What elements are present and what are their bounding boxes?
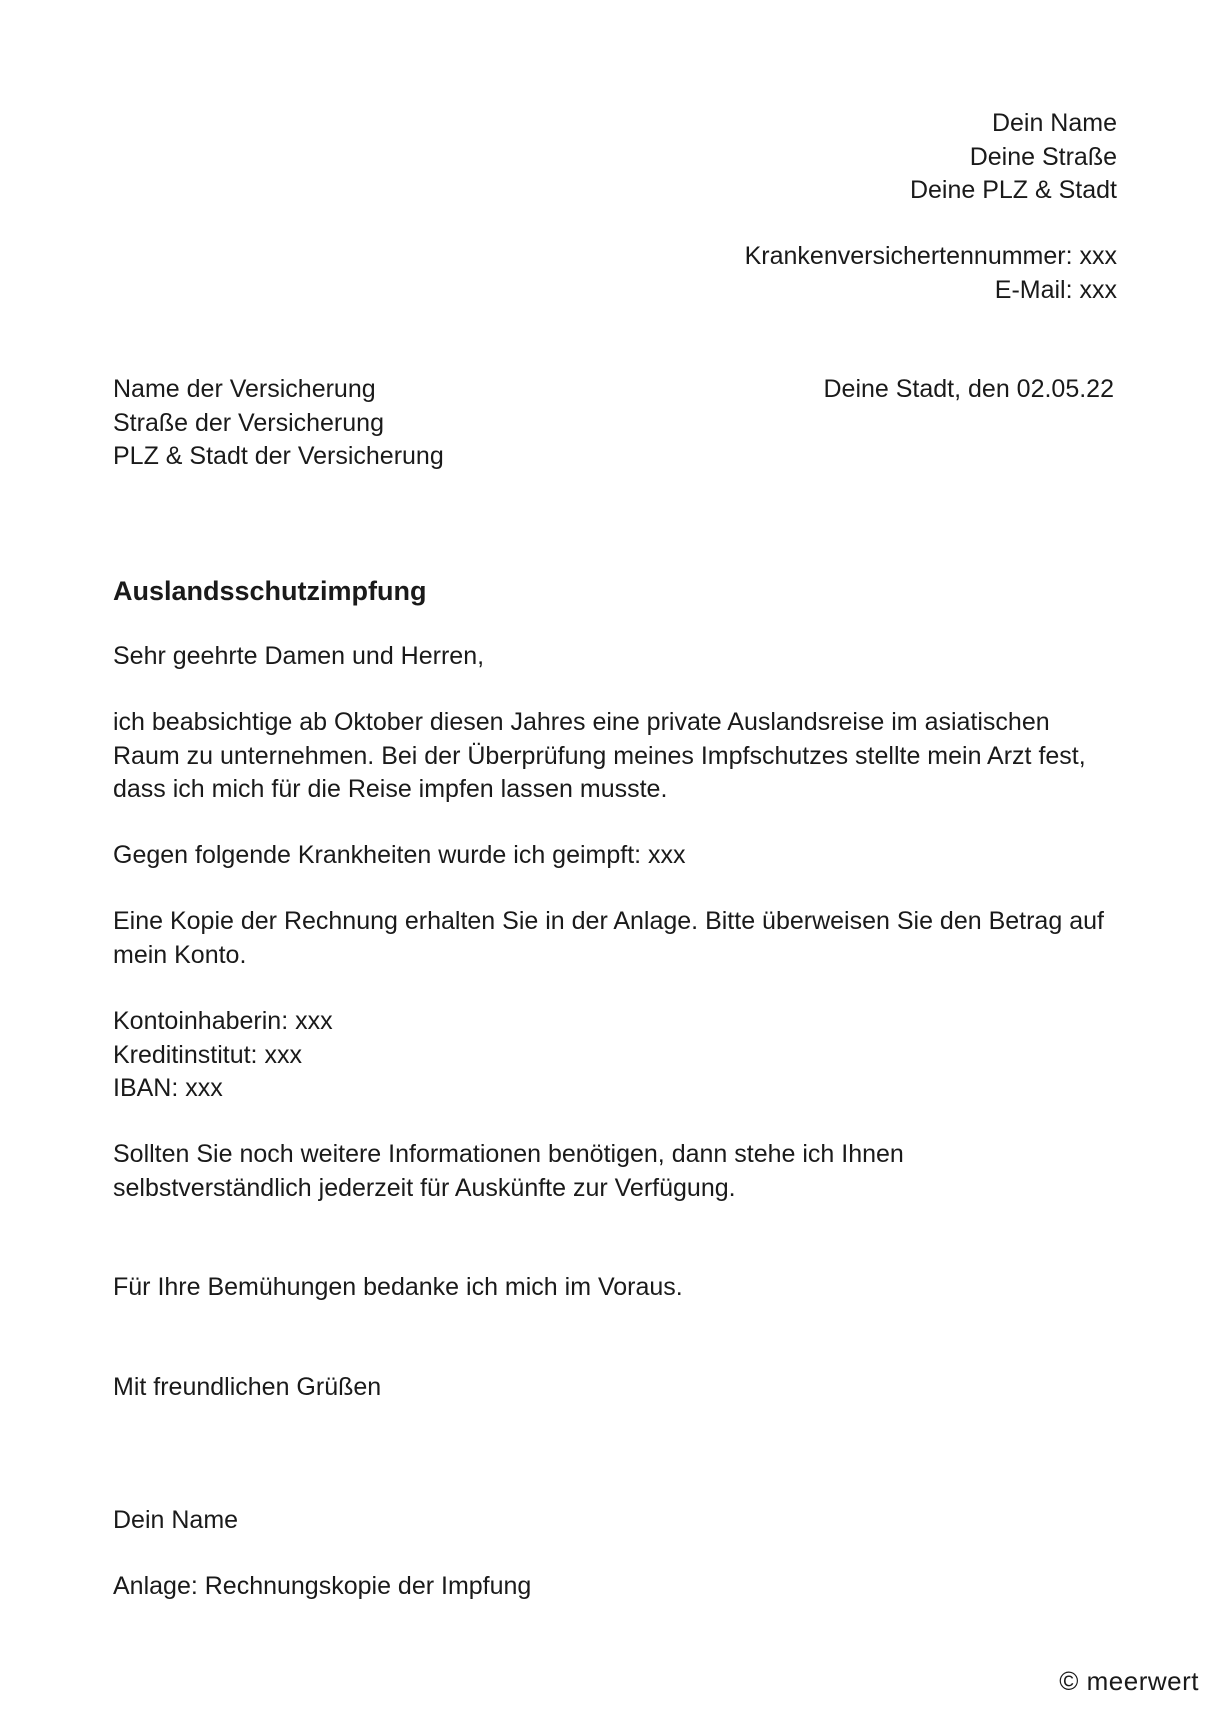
thanks-text: Für Ihre Bemühungen bedanke ich mich im Voraus. bbox=[113, 1273, 683, 1301]
paragraph-further-info bbox=[113, 1138, 1118, 1205]
sender-street: Deine Straße bbox=[969, 142, 1117, 171]
paragraph-vaccinations bbox=[113, 839, 1118, 873]
letter-date: Deine Stadt, den 02.05.22 bbox=[823, 375, 1114, 403]
sender-address bbox=[910, 107, 1117, 208]
paragraph-line: Sollten Sie noch weitere Informationen benötigen, dann stehe ich Ihnen bbox=[113, 1140, 904, 1168]
sender-city: Deine PLZ & Stadt bbox=[909, 176, 1117, 204]
paragraph-line: mein Konto. bbox=[113, 940, 247, 969]
recipient-name: Name der Versicherung bbox=[113, 375, 376, 403]
bank-institute: Kreditinstitut: xxx bbox=[113, 1040, 302, 1069]
paragraph-invoice bbox=[113, 905, 1118, 972]
letter-subject: Auslandsschutzimpfung bbox=[113, 576, 427, 606]
salutation bbox=[113, 640, 1118, 674]
enclosure-text: Anlage: Rechnungskopie der Impfung bbox=[113, 1572, 532, 1600]
sender-contact bbox=[745, 240, 1117, 307]
thanks bbox=[113, 1271, 1118, 1305]
paragraph-line: selbstverständlich jederzeit für Auskünfte zur Verfügung. bbox=[113, 1173, 736, 1202]
copyright-notice: © meerwert bbox=[1059, 1666, 1199, 1696]
enclosure bbox=[113, 1570, 1118, 1604]
closing bbox=[113, 1371, 1118, 1405]
signature-name: Dein Name bbox=[113, 1506, 239, 1534]
signature bbox=[113, 1504, 1118, 1538]
paragraph-line: dass ich mich für die Reise impfen lassen musste. bbox=[113, 775, 668, 803]
paragraph-line: Raum zu unternehmen. Bei der Überprüfung meines Impfschutzes stellte mein Arzt fest, bbox=[113, 741, 1086, 770]
account-holder: Kontoinhaberin: xxx bbox=[113, 1007, 333, 1035]
iban: IBAN: xxx bbox=[113, 1074, 223, 1102]
paragraph-line: Eine Kopie der Rechnung erhalten Sie in der Anlage. Bitte überweisen Sie den Betrag auf bbox=[113, 907, 1104, 935]
recipient-address bbox=[113, 373, 444, 474]
sender-email: E-Mail: xxx bbox=[994, 275, 1117, 304]
recipient-street: Straße der Versicherung bbox=[113, 408, 384, 437]
paragraph-line: ich beabsichtige ab Oktober diesen Jahres eine private Auslandsreise im asiatischen bbox=[113, 708, 1050, 736]
insurance-number: Krankenversichertennummer: xxx bbox=[744, 242, 1117, 270]
sender-name: Dein Name bbox=[991, 109, 1117, 137]
paragraph-travel bbox=[113, 706, 1118, 807]
paragraph-line: Gegen folgende Krankheiten wurde ich geimpft: xxx bbox=[113, 841, 686, 869]
salutation-text: Sehr geehrte Damen und Herren, bbox=[113, 642, 485, 670]
recipient-city: PLZ & Stadt der Versicherung bbox=[113, 442, 444, 470]
bank-details bbox=[113, 1005, 1118, 1106]
closing-text: Mit freundlichen Grüßen bbox=[113, 1373, 382, 1401]
